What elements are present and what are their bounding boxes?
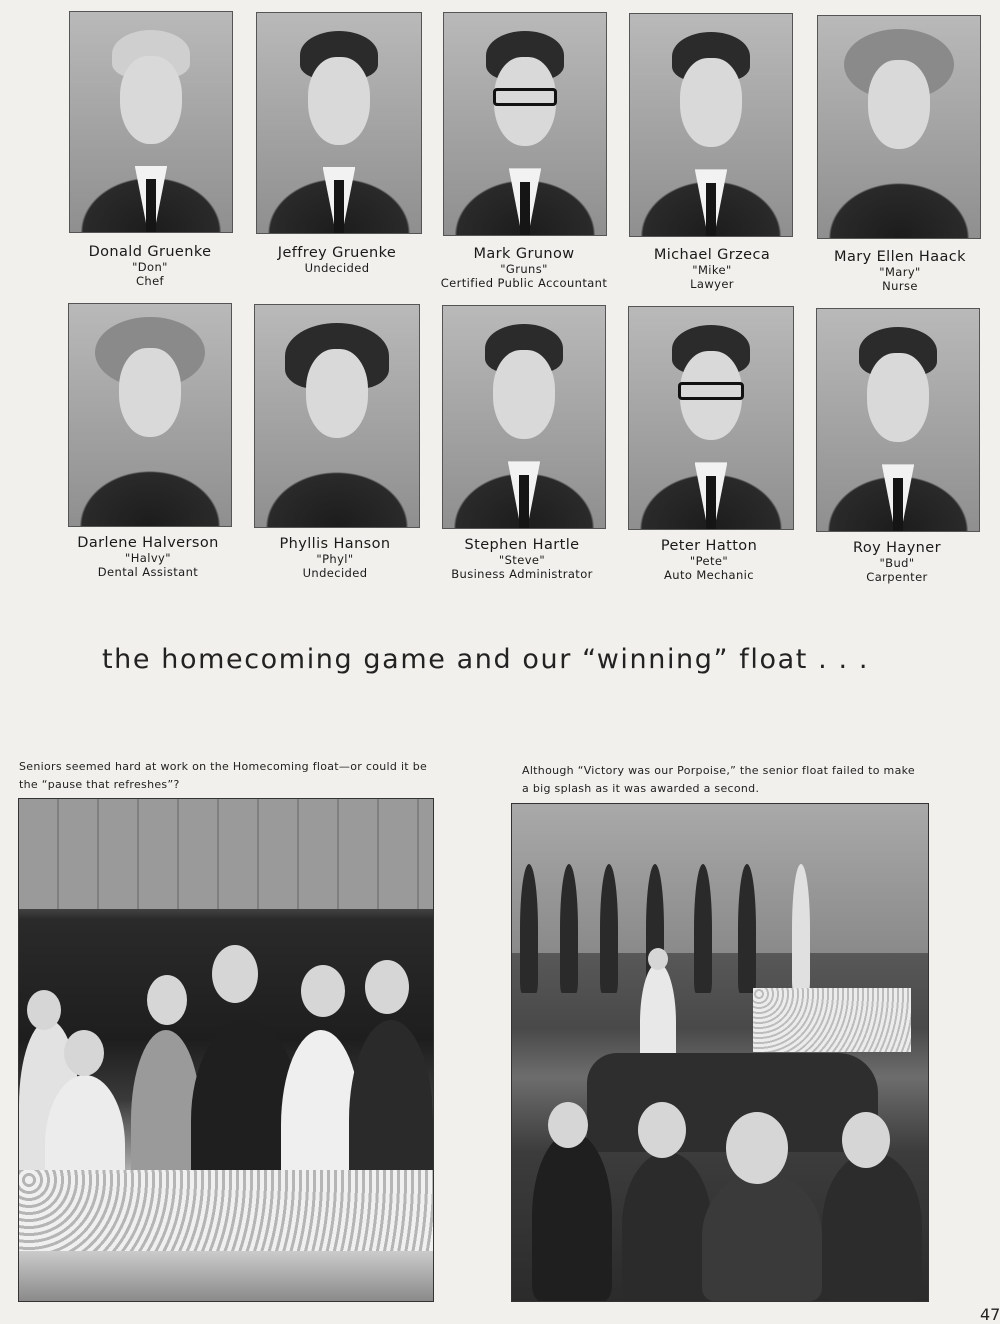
left-caption-line-1: Seniors seemed hard at work on the Homecoming float—or could it be bbox=[19, 760, 428, 773]
senior-nickname: "Mike" bbox=[692, 263, 732, 278]
left-photo-caption bbox=[19, 758, 449, 794]
senior-nickname: "Phyl" bbox=[316, 552, 354, 567]
senior-nickname: "Halvy" bbox=[125, 551, 171, 566]
senior-goal: Nurse bbox=[882, 279, 918, 294]
caption-michael-grzeca bbox=[622, 247, 802, 292]
homecoming-float-work-photo bbox=[18, 798, 434, 1302]
senior-goal: Carpenter bbox=[866, 570, 928, 585]
senior-name: Mark Grunow bbox=[473, 246, 575, 262]
section-headline: the homecoming game and our “winning” float . . . bbox=[102, 644, 870, 675]
portrait-roy-hayner bbox=[816, 308, 980, 532]
portrait-phyllis-hanson bbox=[254, 304, 420, 528]
senior-nickname: "Steve" bbox=[498, 553, 546, 568]
senior-nickname: "Pete" bbox=[689, 554, 729, 569]
senior-goal: Chef bbox=[135, 274, 165, 289]
senior-name: Peter Hatton bbox=[660, 538, 758, 554]
senior-goal: Certified Public Accountant bbox=[440, 276, 608, 291]
portrait-donald-gruenke bbox=[69, 11, 233, 233]
page-number: 47 bbox=[980, 1305, 1000, 1324]
portrait-jeffrey-gruenke bbox=[256, 12, 422, 234]
senior-goal: Lawyer bbox=[690, 277, 734, 292]
caption-jeffrey-gruenke bbox=[247, 245, 427, 276]
senior-nickname: "Gruns" bbox=[500, 262, 548, 277]
portrait-mark-grunow bbox=[443, 12, 607, 236]
portrait-peter-hatton bbox=[628, 306, 794, 530]
caption-roy-hayner bbox=[807, 540, 987, 585]
senior-name: Jeffrey Gruenke bbox=[277, 245, 397, 261]
senior-nickname: "Don" bbox=[132, 260, 168, 275]
caption-stephen-hartle bbox=[422, 537, 622, 582]
right-photo-caption bbox=[522, 762, 942, 798]
senior-nickname: "Bud" bbox=[879, 556, 915, 571]
right-caption-line-2: a big splash as it was awarded a second. bbox=[522, 782, 760, 795]
caption-mark-grunow bbox=[424, 246, 624, 291]
senior-goal: Auto Mechanic bbox=[663, 568, 755, 583]
senior-name: Donald Gruenke bbox=[88, 244, 212, 260]
senior-goal: Business Administrator bbox=[451, 567, 593, 582]
portrait-mary-ellen-haack bbox=[817, 15, 981, 239]
portrait-stephen-hartle bbox=[442, 305, 606, 529]
caption-darlene-halverson bbox=[58, 535, 238, 580]
senior-name: Phyllis Hanson bbox=[279, 536, 391, 552]
caption-donald-gruenke bbox=[60, 244, 240, 289]
left-caption-line-2: the “pause that refreshes”? bbox=[19, 778, 180, 791]
senior-nickname: "Mary" bbox=[879, 265, 921, 280]
senior-name: Darlene Halverson bbox=[77, 535, 219, 551]
senior-name: Mary Ellen Haack bbox=[834, 249, 966, 265]
senior-name: Roy Hayner bbox=[853, 540, 941, 556]
senior-name: Stephen Hartle bbox=[464, 537, 580, 553]
right-caption-line-1: Although “Victory was our Porpoise,” the senior float failed to make bbox=[522, 764, 915, 777]
caption-mary-ellen-haack bbox=[810, 249, 990, 294]
senior-goal: Undecided bbox=[302, 566, 368, 581]
senior-name: Michael Grzeca bbox=[653, 247, 771, 263]
portrait-darlene-halverson bbox=[68, 303, 232, 527]
caption-peter-hatton bbox=[619, 538, 799, 583]
senior-goal: Dental Assistant bbox=[97, 565, 199, 580]
portrait-michael-grzeca bbox=[629, 13, 793, 237]
senior-float-parade-photo bbox=[511, 803, 929, 1302]
caption-phyllis-hanson bbox=[245, 536, 425, 581]
senior-goal: Undecided bbox=[304, 261, 370, 276]
